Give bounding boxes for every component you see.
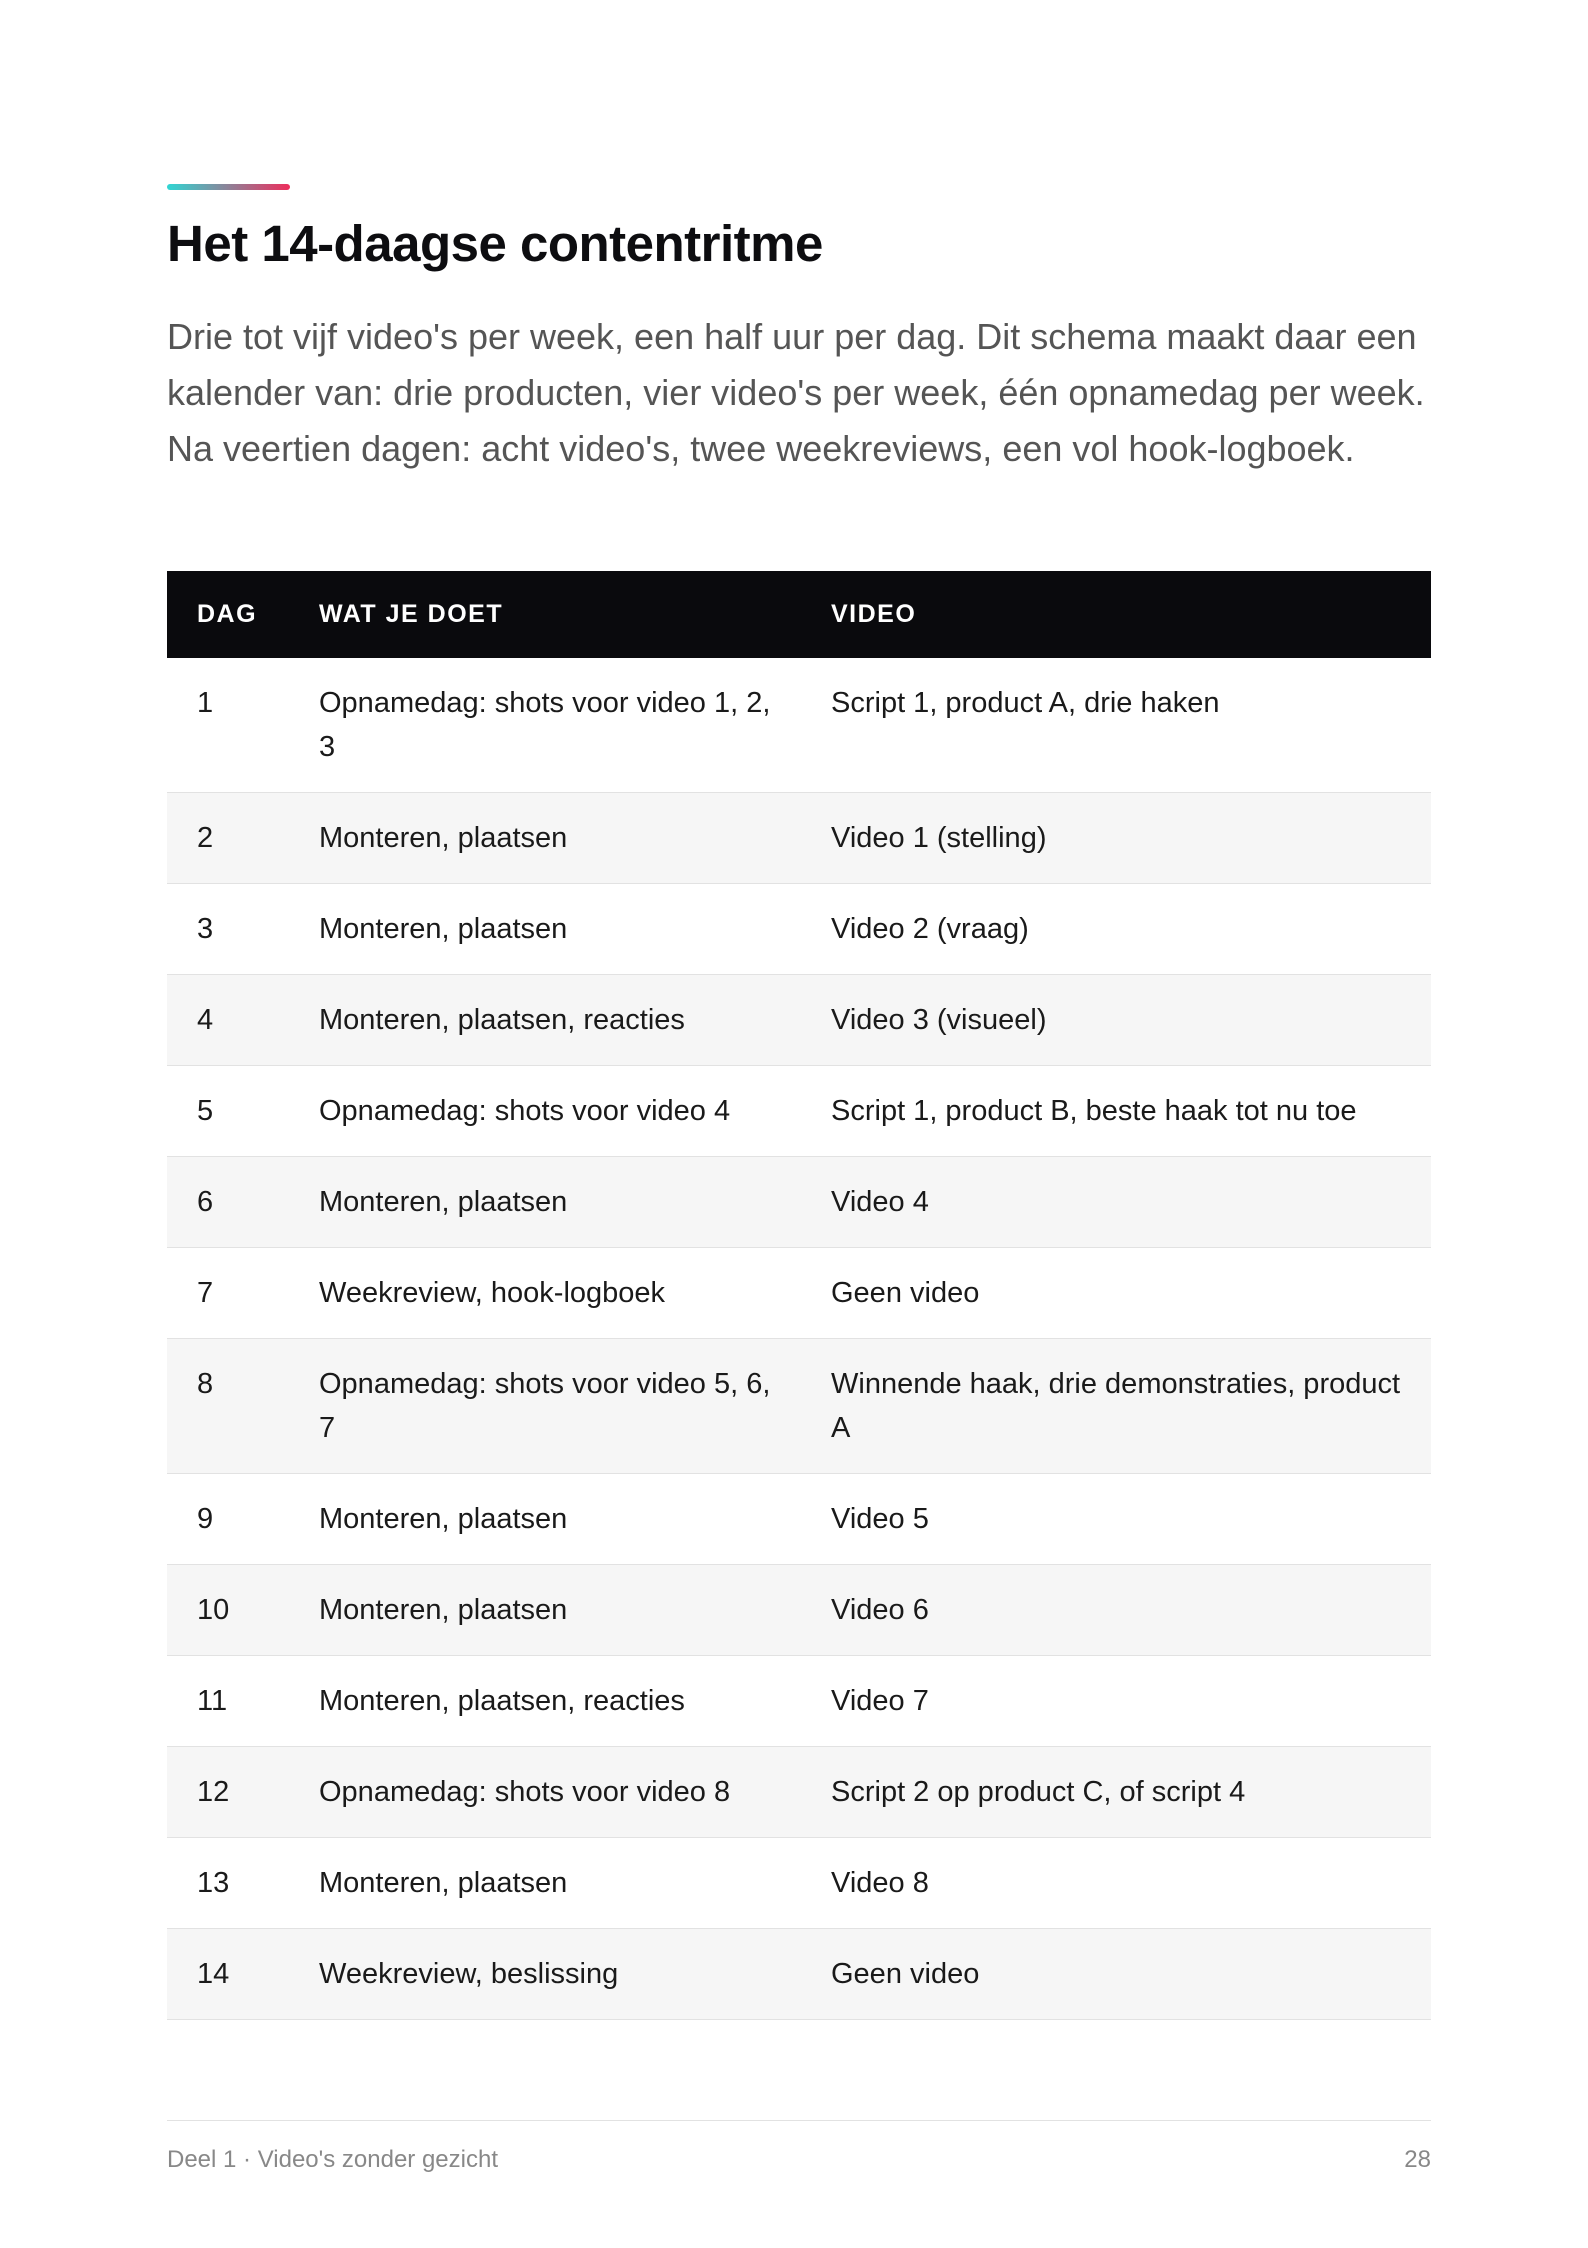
cell-task: Monteren, plaatsen xyxy=(289,1157,801,1248)
table-row xyxy=(167,1929,1431,2020)
schedule-table-body xyxy=(167,658,1431,2020)
cell-video: Script 2 op product C, of script 4 xyxy=(801,1747,1431,1838)
cell-day: 11 xyxy=(167,1656,289,1747)
table-row xyxy=(167,1565,1431,1656)
table-row xyxy=(167,658,1431,793)
page-number: 28 xyxy=(1404,2146,1431,2173)
document-page xyxy=(167,0,1431,2248)
table-row xyxy=(167,1838,1431,1929)
cell-task: Monteren, plaatsen, reacties xyxy=(289,1656,801,1747)
cell-task: Opnamedag: shots voor video 4 xyxy=(289,1066,801,1157)
table-row xyxy=(167,1248,1431,1339)
cell-video: Video 2 (vraag) xyxy=(801,884,1431,975)
schedule-table xyxy=(167,571,1431,2020)
cell-video: Video 6 xyxy=(801,1565,1431,1656)
cell-day: 8 xyxy=(167,1339,289,1474)
cell-day: 10 xyxy=(167,1565,289,1656)
table-row xyxy=(167,1474,1431,1565)
cell-video: Video 4 xyxy=(801,1157,1431,1248)
cell-video: Winnende haak, drie demonstraties, product A xyxy=(801,1339,1431,1474)
table-row xyxy=(167,1157,1431,1248)
cell-task: Opnamedag: shots voor video 1, 2, 3 xyxy=(289,658,801,793)
page-title: Het 14-daagse contentritme xyxy=(167,215,823,272)
table-row xyxy=(167,975,1431,1066)
cell-day: 4 xyxy=(167,975,289,1066)
footer-section-label: Deel 1 · Video's zonder gezicht xyxy=(167,2146,498,2173)
cell-task: Monteren, plaatsen xyxy=(289,1474,801,1565)
table-row xyxy=(167,1339,1431,1474)
cell-video: Video 7 xyxy=(801,1656,1431,1747)
cell-day: 5 xyxy=(167,1066,289,1157)
cell-task: Monteren, plaatsen xyxy=(289,1565,801,1656)
cell-day: 7 xyxy=(167,1248,289,1339)
cell-task: Opnamedag: shots voor video 8 xyxy=(289,1747,801,1838)
table-row xyxy=(167,1747,1431,1838)
cell-video: Script 1, product A, drie haken xyxy=(801,658,1431,793)
cell-day: 2 xyxy=(167,793,289,884)
cell-video: Video 5 xyxy=(801,1474,1431,1565)
cell-task: Monteren, plaatsen xyxy=(289,884,801,975)
table-row xyxy=(167,1066,1431,1157)
cell-day: 13 xyxy=(167,1838,289,1929)
table-row xyxy=(167,793,1431,884)
table-row xyxy=(167,884,1431,975)
cell-day: 6 xyxy=(167,1157,289,1248)
cell-day: 12 xyxy=(167,1747,289,1838)
table-row xyxy=(167,1656,1431,1747)
cell-task: Monteren, plaatsen, reacties xyxy=(289,975,801,1066)
cell-video: Geen video xyxy=(801,1929,1431,2020)
header-row xyxy=(167,571,1431,658)
footer-divider xyxy=(167,2120,1431,2121)
cell-day: 1 xyxy=(167,658,289,793)
cell-task: Monteren, plaatsen xyxy=(289,1838,801,1929)
column-header-task: WAT JE DOET xyxy=(289,571,801,658)
cell-video: Video 8 xyxy=(801,1838,1431,1929)
cell-day: 9 xyxy=(167,1474,289,1565)
cell-task: Weekreview, beslissing xyxy=(289,1929,801,2020)
cell-day: 3 xyxy=(167,884,289,975)
column-header-day: DAG xyxy=(167,571,289,658)
cell-task: Opnamedag: shots voor video 5, 6, 7 xyxy=(289,1339,801,1474)
cell-video: Video 3 (visueel) xyxy=(801,975,1431,1066)
cell-day: 14 xyxy=(167,1929,289,2020)
cell-video: Geen video xyxy=(801,1248,1431,1339)
column-header-video: VIDEO xyxy=(801,571,1431,658)
schedule-table-header xyxy=(167,571,1431,658)
cell-video: Script 1, product B, beste haak tot nu toe xyxy=(801,1066,1431,1157)
intro-paragraph: Drie tot vijf video's per week, een half uur per dag. Dit schema maakt daar een kalender van: drie producten, vier video's per week, één opnamedag per week. Na veertien dagen: acht video's, twee weekreviews, een vol hook-logboek. xyxy=(167,316,1425,469)
cell-task: Monteren, plaatsen xyxy=(289,793,801,884)
cell-video: Video 1 (stelling) xyxy=(801,793,1431,884)
cell-task: Weekreview, hook-logboek xyxy=(289,1248,801,1339)
title-accent-bar xyxy=(167,184,290,190)
